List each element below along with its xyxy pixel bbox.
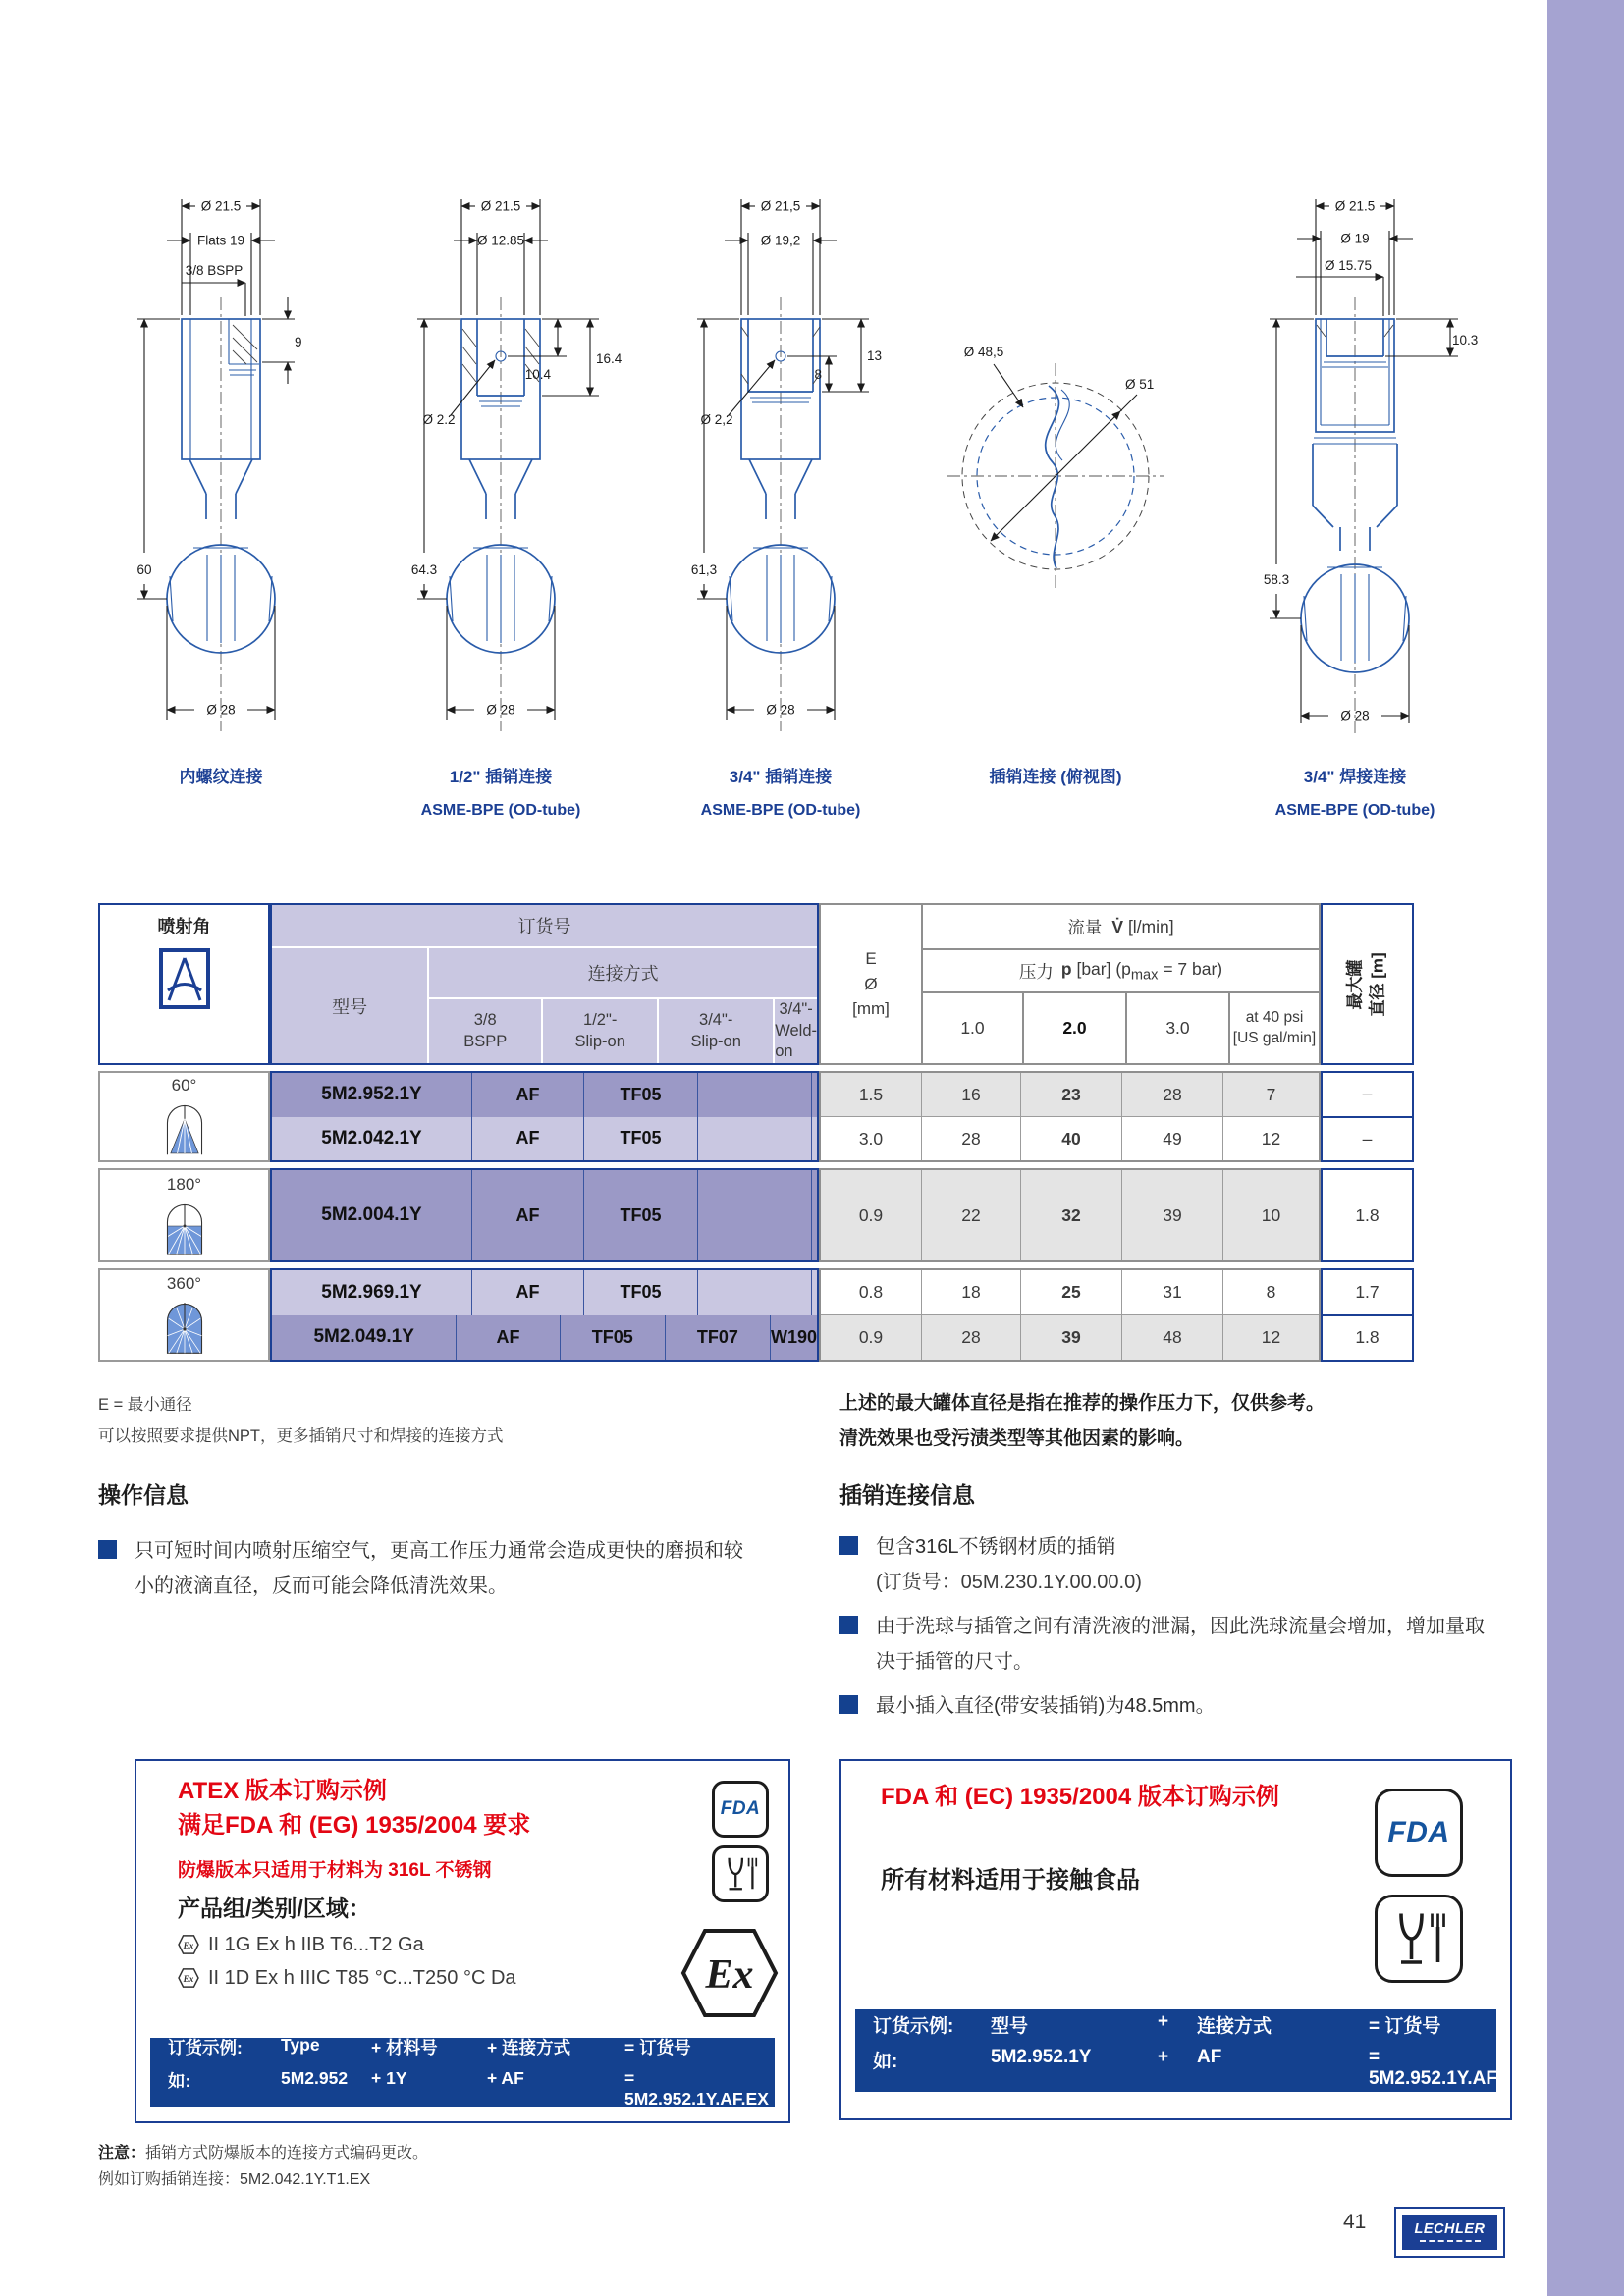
table-group-60	[98, 1071, 1512, 1162]
svg-text:Ex: Ex	[183, 1941, 194, 1951]
header-flow: 流量 V̇ [l/min] 压力 p [bar] ($p_{max} = 7$ bar) 1.0 2.0 3.0 at 40 psi [US gal/min]	[923, 903, 1321, 1065]
dim-label: Ø 28	[766, 702, 795, 718]
order-number-block	[270, 1268, 819, 1362]
ex-hexagon-icon	[678, 1926, 781, 2020]
dim-label: Ø 21.5	[1334, 198, 1376, 214]
dim-label: 60	[136, 562, 152, 577]
header-conn-half-slip: 1/2"- Slip-on	[541, 999, 657, 1063]
dim-label: Ø 15.75	[1324, 258, 1373, 273]
dim-label: 10.4	[524, 367, 551, 382]
fda-icon: FDA	[1375, 1789, 1463, 1877]
bullet-icon	[839, 1536, 858, 1555]
glass-fork-icon	[1375, 1895, 1463, 1983]
dim-label: Ø 28	[1340, 708, 1370, 723]
header-pressure-3: 3.0	[1125, 993, 1228, 1063]
header-pressure-1: 1.0	[960, 1018, 985, 1039]
dim-label: Ø 19	[1340, 231, 1370, 246]
dim-label: Ø 51	[1125, 377, 1155, 392]
header-conn-weld: 3/4"- Weld-on	[773, 999, 817, 1063]
dim-label: Ø 21,5	[760, 198, 801, 214]
angle-cell-180: 180°	[98, 1168, 270, 1262]
operation-info-list	[98, 1533, 754, 1613]
table-row: 5M2.952.1Y AF TF05	[272, 1073, 817, 1117]
header-connection: 连接方式	[429, 948, 817, 999]
header-conn-bspp: 3/8 BSPP	[463, 1011, 508, 1050]
table-row: 0.9 22 32 39 10	[821, 1170, 1319, 1260]
header-min-bore: E Ø [mm]	[819, 903, 923, 1065]
pin-version-notice: 注意：插销方式防爆版本的连接方式编码更改。 例如订购插销连接：5M2.042.1Y.T1.EX	[98, 2145, 429, 2189]
angle-cell-60: 60°	[98, 1071, 270, 1162]
dim-label: 16.4	[596, 351, 623, 366]
bullet-icon	[839, 1695, 858, 1714]
pin-connection-info-list	[839, 1529, 1495, 1733]
table-group-360	[98, 1268, 1512, 1362]
lechler-logo: LECHLER	[1394, 2207, 1505, 2258]
section-title-operation: 操作信息	[98, 1482, 189, 1508]
drawing-weld-on-connection	[1222, 182, 1488, 746]
dim-label: Ø 48,5	[963, 345, 1004, 359]
page-number: 41	[1343, 2211, 1367, 2233]
tank-diameter-block: 1.7 1.8	[1321, 1268, 1414, 1362]
caption-top-view: 插销连接 (俯视图)	[989, 768, 1122, 786]
atex-order-example-box	[135, 1759, 790, 2123]
angle-cell-360: 360°	[98, 1268, 270, 1362]
spray-pattern-360-icon	[147, 1295, 222, 1356]
dim-label: Ø 19,2	[760, 233, 801, 248]
flow-data-block	[819, 1168, 1321, 1262]
table-row: 3.0 28 40 49 12	[821, 1116, 1319, 1160]
dim-label: 61,3	[690, 562, 718, 577]
header-conn-threequarter-slip: 3/4"- Slip-on	[657, 999, 773, 1063]
header-order-number: 订货号 型号 连接方式 3/8 BSPP 1/2"- Slip-on 3/4"- Slip-on 3/4"- Weld-on	[270, 903, 819, 1065]
fda-subtitle: 所有材料适用于接触食品	[881, 1866, 1140, 1894]
tank-diameter-block: 1.8	[1321, 1168, 1414, 1262]
atex-group-label: 产品组/类别/区域：	[178, 1895, 371, 1921]
table-row: 5M2.042.1Y AF TF05	[272, 1117, 817, 1161]
table-row: 5M2.049.1Y AF TF05 TF07 W190	[272, 1315, 817, 1361]
tank-diameter-notes: 上述的最大罐体直径是指在推荐的操作压力下，仅供参考。 清洗效果也受污渍类型等其他因素的影响。	[839, 1393, 1326, 1450]
dim-label: Ø 2.2	[422, 412, 456, 427]
spray-pattern-60-icon	[147, 1096, 222, 1157]
header-psi: at 40 psi [US gal/min]	[1228, 993, 1319, 1063]
table-group-180	[98, 1168, 1512, 1262]
table-row: 1.5 16 23 28 7	[821, 1073, 1319, 1116]
svg-text:Ex: Ex	[183, 1974, 194, 1985]
dim-label: Ø 12.85	[476, 233, 525, 248]
drawing-pin-connection-top-view	[933, 182, 1178, 746]
dim-label: Ø 21.5	[480, 198, 521, 214]
atex-ex-line-2: Ex II 1D Ex h IIIC T85 °C...T250 °C Da	[178, 1967, 788, 1990]
ex-mini-icon	[178, 1968, 199, 1988]
fda-order-example-box	[839, 1759, 1512, 2120]
fda-icon: FDA	[712, 1781, 769, 1838]
caption-three-quarter-slip-on: 3/4" 插销连接 ASME-BPE (OD-tube)	[700, 768, 861, 819]
section-title-pin-connection: 插销连接信息	[839, 1482, 975, 1508]
logo-wave-decoration	[1420, 2240, 1481, 2242]
atex-title-2: 满足FDA 和 (EG) 1935/2004 要求	[178, 1811, 531, 1839]
atex-order-formula-bar: 订货示例: Type + 材料号 + 连接方式 = 订货号 如: 5M2.952 + 1Y + AF = 5M2.952.1Y.AF.EX	[150, 2038, 775, 2107]
flow-data-block	[819, 1268, 1321, 1362]
fda-order-formula-bar: 订货示例: 型号 + 连接方式 = 订货号 如: 5M2.952.1Y + AF = 5M2.952.1Y.AF	[855, 2009, 1496, 2092]
header-pressure-2: 2.0	[1022, 993, 1125, 1063]
dim-label: 3/8 BSPP	[185, 263, 244, 278]
drawing-three-quarter-slip-on	[658, 182, 903, 746]
bullet-icon	[98, 1540, 117, 1559]
drawing-half-inch-slip-on	[378, 182, 628, 746]
list-item: 由于洗球与插管之间有清洗液的泄漏，因此洗球流量会增加，增加量取决于插管的尺寸。	[839, 1609, 1495, 1680]
table-row: 5M2.004.1Y AF TF05	[272, 1170, 817, 1260]
svg-text:Ex: Ex	[705, 1952, 754, 1998]
order-number-block	[270, 1071, 819, 1162]
dim-label: 9	[295, 335, 302, 349]
dim-label: Flats 19	[196, 233, 245, 248]
table-footnotes: E = 最小通径 可以按照要求提供NPT，更多插销尺寸和焊接的连接方式	[98, 1396, 504, 1446]
glass-fork-icon	[712, 1845, 769, 1902]
spray-pattern-180-icon	[147, 1196, 222, 1256]
spray-angle-icon	[158, 947, 211, 1012]
caption-half-slip-on: 1/2" 插销连接 ASME-BPE (OD-tube)	[420, 768, 581, 819]
header-spray-angle: 喷射角	[98, 903, 270, 1065]
dim-label: 64.3	[410, 562, 438, 577]
caption-weld-on: 3/4" 焊接连接 ASME-BPE (OD-tube)	[1274, 768, 1435, 819]
table-row: 0.8 18 25 31 8	[821, 1270, 1319, 1314]
fda-title: FDA 和 (EC) 1935/2004 版本订购示例	[881, 1784, 1279, 1810]
list-item: 最小插入直径(带安装插销)为48.5mm。	[839, 1688, 1495, 1724]
table-row: 5M2.969.1Y AF TF05	[272, 1270, 817, 1315]
header-model: 型号	[272, 948, 429, 1063]
product-table	[98, 903, 1512, 1362]
table-row: 0.9 28 39 48 12	[821, 1314, 1319, 1360]
dim-label: 58.3	[1263, 572, 1290, 587]
purple-edge-bar	[1547, 0, 1624, 2296]
dim-label: Ø 2,2	[700, 412, 733, 427]
header-max-tank-diameter: 最大罐 直径 [m]	[1321, 903, 1414, 1065]
dim-label: 8	[814, 367, 822, 382]
bullet-icon	[839, 1616, 858, 1634]
atex-warning: 防爆版本只适用于材料为 316L 不锈钢	[178, 1859, 492, 1881]
ex-mini-icon	[178, 1935, 199, 1954]
tank-diameter-block: – –	[1321, 1071, 1414, 1162]
dim-label: Ø 28	[486, 702, 515, 718]
atex-title: ATEX 版本订购示例	[178, 1778, 387, 1804]
dim-label: Ø 21.5	[200, 198, 242, 214]
flow-data-block	[819, 1071, 1321, 1162]
order-number-block	[270, 1168, 819, 1262]
table-header	[98, 903, 1512, 1065]
drawing-threaded-connection	[98, 182, 344, 746]
list-item: 只可短时间内喷射压缩空气，更高工作压力通常会造成更快的磨损和较小的液滴直径，反而可能会降低清洗效果。	[98, 1533, 754, 1604]
dim-label: Ø 28	[206, 702, 236, 718]
caption-threaded: 内螺纹连接	[179, 768, 263, 786]
list-item: 包含316L不锈钢材质的插销 (订货号：05M.230.1Y.00.00.0)	[839, 1529, 1495, 1600]
atex-ex-line-1: Ex II 1G Ex h IIB T6...T2 Ga	[178, 1934, 788, 1956]
dim-label: 13	[867, 348, 883, 363]
dim-label: 10.3	[1452, 333, 1479, 347]
